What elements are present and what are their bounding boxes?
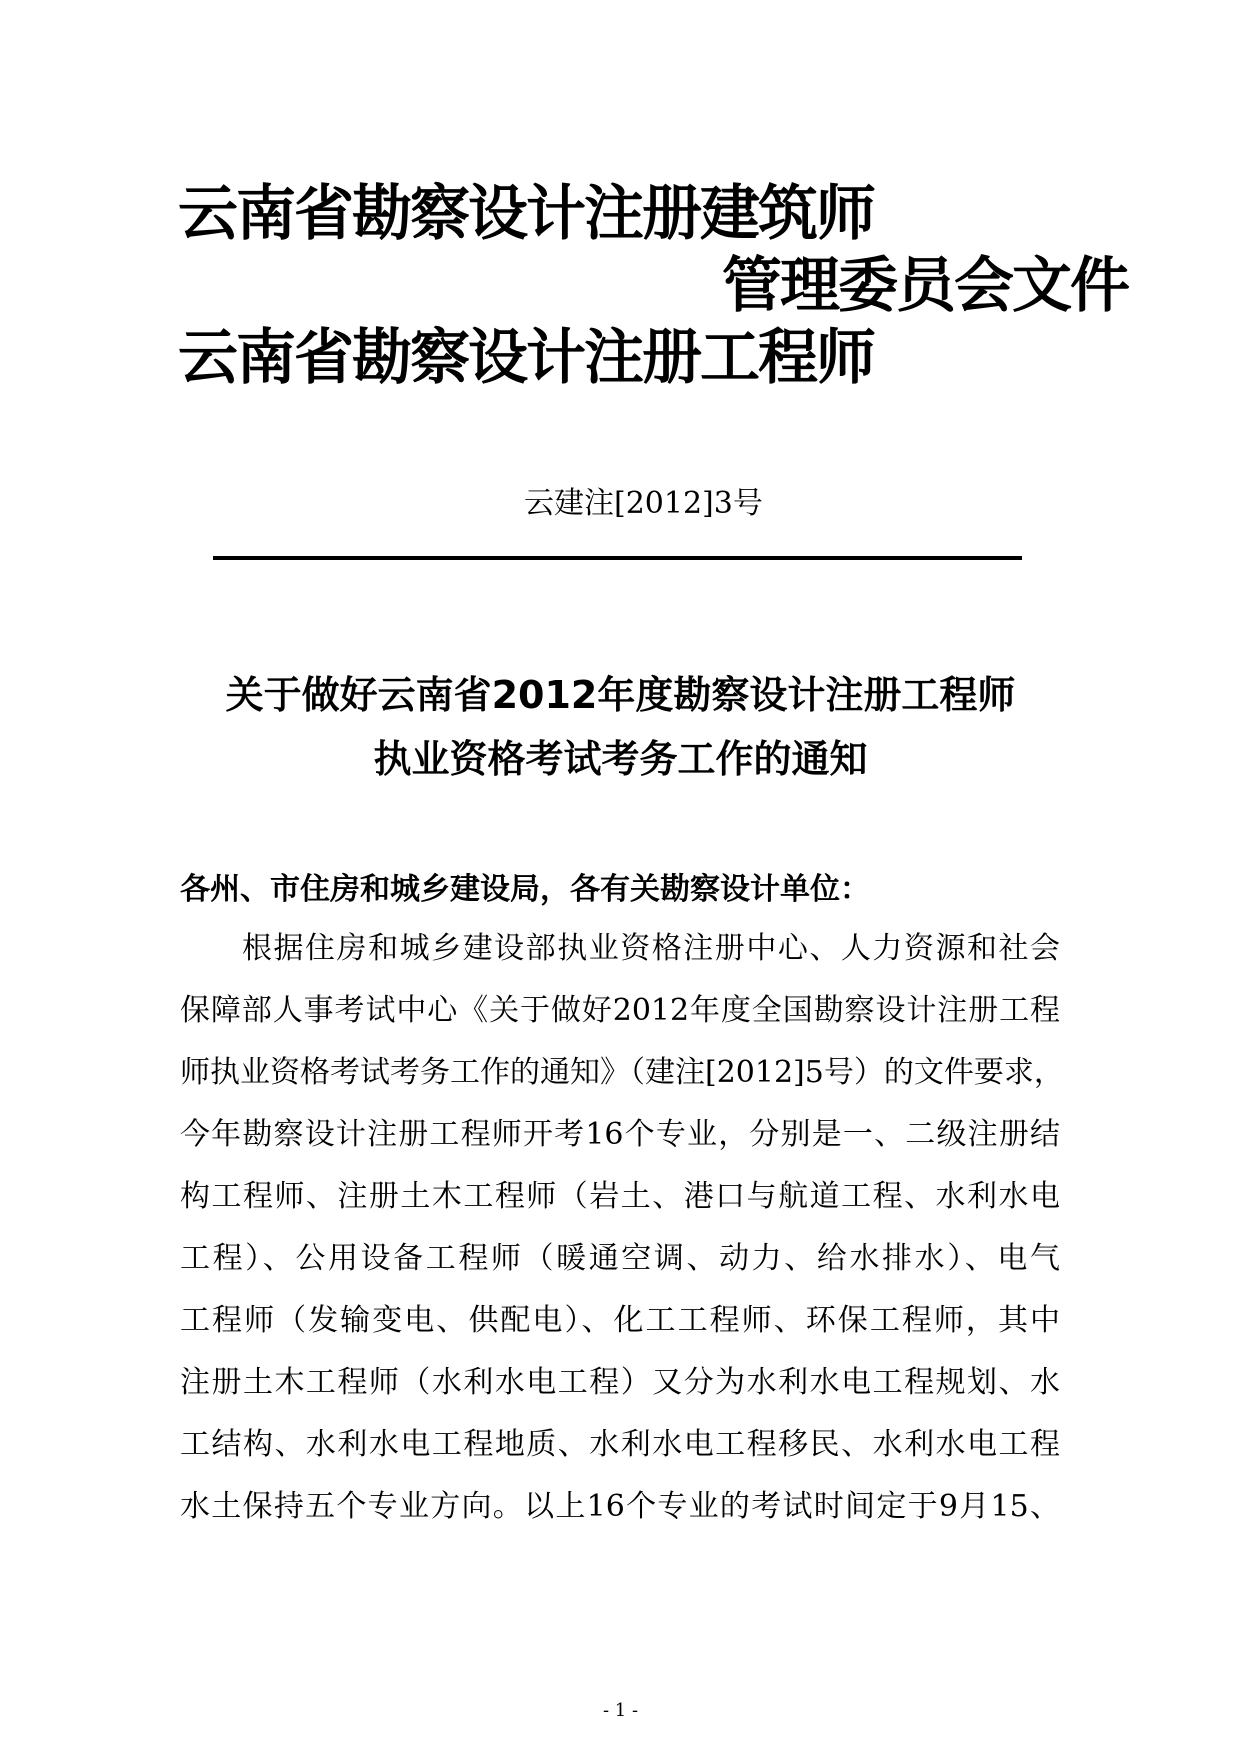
document-number: 云建注[2012]3号	[524, 486, 763, 521]
notice-title-line1: 关于做好云南省2012年度勘察设计注册工程师	[225, 673, 1016, 717]
notice-title-line2: 执业资格考试考务工作的通知	[373, 737, 868, 781]
header-divider	[213, 556, 1022, 560]
body-line: 注册土木工程师（水利水电工程）又分为水利水电工程规划、水	[180, 1365, 1060, 1400]
page-number: - 1 -	[602, 1700, 639, 1721]
body-line: 工程）、公用设备工程师（暖通空调、动力、给水排水）、电气	[180, 1241, 1060, 1276]
body-line: 根据住房和城乡建设部执业资格注册中心、人力资源和社会	[242, 931, 1060, 966]
body-line: 今年勘察设计注册工程师开考16个专业，分别是一、二级注册结	[180, 1117, 1060, 1152]
issuer-line-engineer: 云南省勘察设计注册工程师	[178, 323, 874, 393]
salutation: 各州、市住房和城乡建设局，各有关勘察设计单位：	[180, 872, 870, 907]
body-line: 工程师（发输变电、供配电）、化工工程师、环保工程师，其中	[180, 1303, 1060, 1338]
body-line: 工结构、水利水电工程地质、水利水电工程移民、水利水电工程	[180, 1427, 1060, 1462]
body-paragraph	[180, 918, 1064, 1538]
body-line: 保障部人事考试中心《关于做好2012年度全国勘察设计注册工程	[180, 993, 1060, 1028]
body-line: 水土保持五个专业方向。以上16个专业的考试时间定于9月15、	[180, 1489, 1060, 1524]
issuer-suffix: 管理委员会文件	[722, 251, 1128, 321]
body-line: 构工程师、注册土木工程师（岩土、港口与航道工程、水利水电	[180, 1179, 1060, 1214]
issuer-line-architect: 云南省勘察设计注册建筑师	[178, 179, 874, 249]
body-line: 师执业资格考试考务工作的通知》（建注[2012]5号）的文件要求，	[180, 1055, 1064, 1090]
